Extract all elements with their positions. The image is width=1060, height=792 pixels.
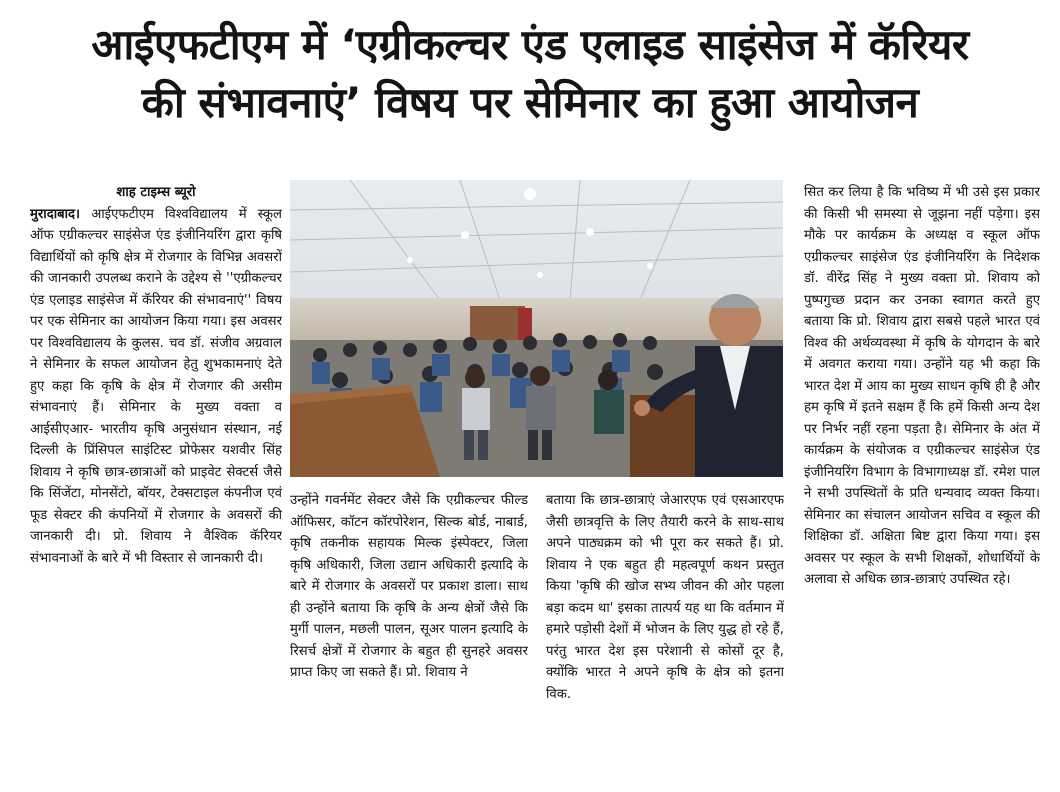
byline: शाह टाइम्स ब्यूरो: [116, 185, 196, 200]
article-column-2: [290, 490, 528, 782]
headline-line-1: आईएफटीएम में ‘एग्रीकल्चर एंड एलाइड साइंसेज में कॅरियर: [91, 20, 969, 69]
headline: [0, 0, 1060, 176]
column-2-text: उन्होंने गवर्नमेंट सेक्टर जैसे कि एग्रीकल्चर फील्ड ऑफिसर, कॉटन कॉरपोरेशन, सिल्क बोर्ड, नाबार्ड, कृषि तकनीक सहायक मिल्क इंस्पेक्टर, जिला कृषि अधिकारी, जिला उद्यान अधिकारी इत्यादि के बारे में रोजगार के अवसरों पर प्रकाश डाला। साथ ही उन्होंने बताया कि कृषि के अन्य क्षेत्रों जैसे कि मुर्गी पालन, मछली पालन, सूअर पालन इत्यादि के रिसर्च क्षेत्रों में रोजगार के बहुत ही सुनहरे अवसर प्राप्त किए जा सकते हैं। प्रो. शिवाय ने: [290, 493, 528, 680]
article-column-3: [546, 490, 784, 782]
column-3-text: बताया कि छात्र-छात्राएं जेआरएफ एवं एसआरएफ जैसी छात्रवृत्ति के लिए तैयारी करने के साथ-साथ अपने पाठ्यक्रम को भी पूरा कर सकते हैं। प्रो. शिवाय ने एक बहुत ही महत्वपूर्ण कथन प्रस्तुत किया 'कृषि की खोज सभ्य जीवन की ओर पहला बड़ा कदम था' इसका तात्पर्य यह था कि वर्तमान में हमारे पड़ोसी देशों में भोजन के लिए युद्ध हो रहे हैं, परंतु भारत देश इस परेशानी से कोसों दूर है, क्योंकि भारत ने अपने कृषि के क्षेत्र को इतना विक.: [546, 493, 784, 702]
seminar-photo: [290, 180, 783, 477]
headline-line-2: की संभावनाएं’ विषय पर सेमिनार का हुआ आयोजन: [141, 78, 919, 127]
article-column-1: [30, 182, 282, 784]
dateline: मुरादाबाद।: [30, 206, 81, 222]
column-4-text: सित कर लिया है कि भविष्य में भी उसे इस प्रकार की किसी भी समस्या से जूझना नहीं पड़ेगा। इस मौके पर कार्यक्रम के अध्यक्ष व स्कूल ऑफ एग्रीकल्चर साइंसेज एंड इंजीनियरिंग के निदेशक डॉ. वीरेंद्र सिंह ने मुख्य वक्ता प्रो. शिवाय को पुष्पगुच्छ प्रदान कर उनका स्वागत करते हुए बताया कि प्रो. शिवाय द्वारा सबसे पहले भारत एवं विश्व की अर्थव्यवस्था में कृषि के योगदान के बारे में अवगत कराया गया। उन्होंने यह भी कहा कि भारत देश में आय का मुख्य साधन कृषि ही है और हम कृषि में इतने सक्षम हैं कि हमें किसी अन्य देश पर निर्भर नहीं रहना पड़ता है। सेमिनार के अंत में कार्यक्रम के संयोजक व एग्रीकल्चर साइंसेज एंड इंजीनियरिंग विभाग के विभागाध्यक्ष डॉ. रमेश पाल ने सभी उपस्थितों के प्रति धन्यवाद व्यक्त किया। सेमिनार का संचालन आयोजन सचिव व स्कूल की शिक्षिका डॉ. अक्षिता बिष्ट द्वारा किया गया। इस अवसर पर स्कूल के सभी शिक्षकों, शोधार्थियों के अलावा से अधिक छात्र-छात्राएं उपस्थित रहे।: [804, 185, 1040, 587]
column-1-text: आईएफटीएम विश्वविद्यालय में स्कूल ऑफ एग्रीकल्चर साइंसेज एंड इंजीनियरिंग द्वारा कृषि विद्यार्थियों को कृषि क्षेत्र में रोजगार के विभिन्न अवसरों की जानकारी उपलब्ध कराने के उद्देश्य से ''एग्रीकल्चर एंड एलाइड साइंसेज में कॅरियर की संभावनाएं'' विषय पर एक सेमिनार का आयोजन किया गया। इस अवसर पर विश्वविद्यालय के कुलस. चव डॉ. संजीव अग्रवाल ने सेमिनार के सफल आयोजन हेतु शुभकामनाएं देते हुए कहा कि कृषि के क्षेत्र में रोजगार की असीम संभावनाएं हैं। सेमिनार के मुख्य वक्ता व आईसीएआर- भारतीय कृषि अनुसंधान संस्थान, नई दिल्ली के प्रिंसिपल साइंटिस्ट प्रोफेसर यशवीर सिंह शिवाय ने कृषि छात्र-छात्राओं को प्राइवेट सेक्टर्स जैसे कि सिंजेंटा, मोनसेंटो, बॉयर, टेक्सटाइल कंपनीज एवं फूड सेक्टर की कंपनियों में रोजगार के अवसरों की जानकारी दी। प्रो. शिवाय ने वैश्विक कॅरियर संभावनाओं के बारे में भी विस्तार से जानकारी दी।: [30, 206, 282, 566]
article-column-4: [804, 182, 1040, 784]
